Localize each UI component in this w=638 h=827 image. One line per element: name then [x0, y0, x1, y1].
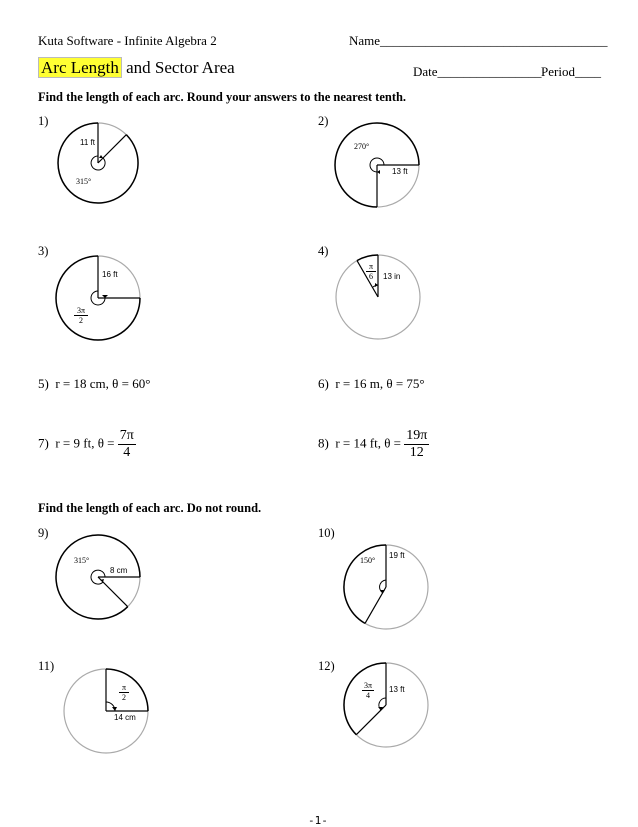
radius-label: 13 ft: [392, 167, 408, 176]
date-blank: ________________: [437, 64, 542, 79]
problem-number: 10): [318, 526, 335, 540]
section1-instruction: Find the length of each arc. Round your answers to the nearest tenth.: [38, 90, 407, 104]
period-label: Period: [541, 64, 575, 79]
problem-text: r = 9 ft, θ =: [55, 435, 115, 451]
page-number: -1-: [308, 814, 328, 827]
problem-text: r = 14 ft, θ =: [335, 435, 402, 451]
angle-fraction: [362, 681, 374, 700]
name-label: Name: [349, 33, 381, 48]
problem-number: 2): [318, 114, 329, 128]
radius-label: 19 ft: [389, 551, 405, 560]
angle-numerator: 3π: [363, 681, 373, 690]
title-highlight: Arc Length: [38, 57, 122, 78]
radius-label: 11 ft: [80, 138, 95, 147]
angle-label: 150°: [360, 556, 376, 565]
angle-denominator: 6: [369, 272, 373, 281]
angle-numerator: π: [119, 683, 129, 693]
problem-number: 5): [38, 376, 49, 391]
problem-number: 3): [38, 244, 49, 258]
angle-denominator: 2: [79, 316, 83, 325]
radius-line: [356, 705, 386, 735]
problem-number: 12): [318, 659, 335, 673]
problem-number: 9): [38, 526, 49, 540]
fraction-numerator: 19π: [406, 428, 428, 443]
problem-number: 6): [318, 376, 329, 391]
angle-label: 270°: [354, 142, 370, 151]
radius-label: 13 ft: [389, 685, 405, 694]
title-rest: and Sector Area: [126, 58, 235, 77]
radius-label: 8 cm: [110, 566, 128, 575]
software-label: Kuta Software - Infinite Algebra 2: [38, 33, 217, 48]
period-blank: ____: [574, 64, 601, 79]
fraction-numerator: 7π: [119, 428, 134, 443]
angle-denominator: 2: [122, 693, 126, 702]
angle-denominator: 4: [366, 691, 370, 700]
radius-label: 13 in: [383, 272, 401, 281]
radius-label: 14 cm: [114, 713, 136, 722]
problem-number: 7): [38, 435, 49, 451]
problem-number: 1): [38, 114, 49, 128]
angle-label: 315°: [74, 556, 90, 565]
date-label: Date: [413, 64, 438, 79]
problem-number: 4): [318, 244, 329, 258]
angle-numerator: 3π: [74, 306, 88, 316]
radius-label: 16 ft: [102, 270, 118, 279]
fraction-denominator: 4: [123, 445, 131, 460]
section2-instruction: Find the length of each arc. Do not round.: [38, 501, 262, 515]
problem-text: r = 16 m, θ = 75°: [335, 376, 425, 391]
angle-numerator: π: [366, 262, 376, 272]
problem-text: r = 18 cm, θ = 60°: [55, 376, 151, 391]
fraction-denominator: 12: [409, 445, 424, 460]
problem-number: 11): [38, 659, 55, 673]
name-blank: ___________________________________: [380, 33, 608, 48]
problem-number: 8): [318, 435, 329, 451]
angle-label: 315°: [76, 177, 92, 186]
